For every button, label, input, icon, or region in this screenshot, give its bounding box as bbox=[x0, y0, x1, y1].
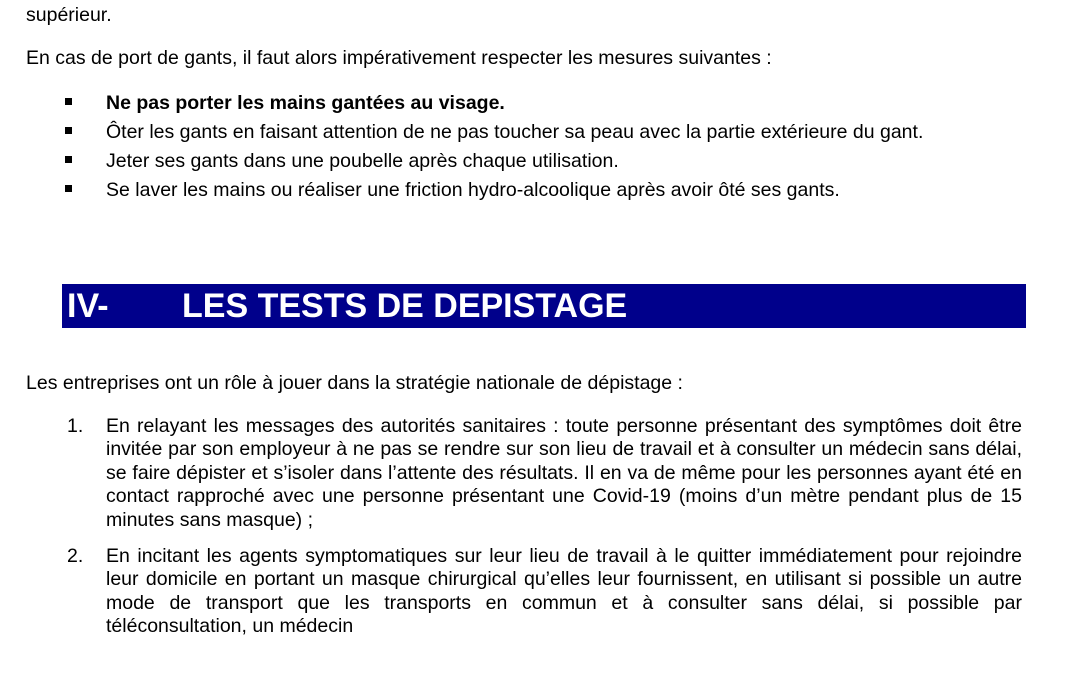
list-number: 2. bbox=[67, 545, 84, 568]
section-number: IV- bbox=[67, 287, 109, 325]
tests-intro-paragraph: Les entreprises ont un rôle à jouer dans la stratégie nationale de dépistage : bbox=[26, 372, 683, 394]
numbered-item-text: En incitant les agents symptomatiques sur leur lieu de travail à le quitter immédiatement pour rejoindre leur domicile en portant un masque chirurgical qu’elles leur fournissent, en utilisant si possible un autre mode de transport que les transports en commun et à consulter sans délai, si possible par téléconsultation, un médecin bbox=[106, 545, 1022, 638]
tests-numbered-list bbox=[0, 415, 1080, 652]
section-heading-bar bbox=[62, 284, 1026, 328]
numbered-list-item bbox=[0, 415, 1080, 532]
list-item bbox=[0, 176, 1080, 205]
list-item-text: Ne pas porter les mains gantées au visage. bbox=[106, 92, 505, 114]
square-bullet-icon bbox=[65, 127, 72, 134]
gloves-measures-list bbox=[0, 89, 1080, 205]
list-item-text: Se laver les mains ou réaliser une friction hydro-alcoolique après avoir ôté ses gants. bbox=[106, 179, 840, 201]
list-item-text: Ôter les gants en faisant attention de ne pas toucher sa peau avec la partie extérieure du gant. bbox=[106, 121, 924, 143]
numbered-item-text: En relayant les messages des autorités sanitaires : toute personne présentant des symptômes doit être invitée par son employeur à ne pas se rendre sur son lieu de travail et à consulter un médecin sans délai, se faire dépister et s’isoler dans l’attente des résultats. Il en va de même pour les personnes ayant été en contact rapproché avec une personne présentant une Covid-19 (moins d’un mètre pendant plus de 15 minutes sans masque) ; bbox=[106, 415, 1022, 531]
gloves-intro-paragraph: En cas de port de gants, il faut alors impérativement respecter les mesures suivantes : bbox=[26, 47, 772, 69]
square-bullet-icon bbox=[65, 185, 72, 192]
list-item bbox=[0, 147, 1080, 176]
square-bullet-icon bbox=[65, 98, 72, 105]
list-number: 1. bbox=[67, 415, 84, 437]
paragraph-fragment: supérieur. bbox=[26, 4, 112, 26]
list-item bbox=[0, 89, 1080, 118]
list-item-text: Jeter ses gants dans une poubelle après chaque utilisation. bbox=[106, 150, 619, 172]
numbered-list-item bbox=[0, 545, 1080, 639]
section-title: LES TESTS DE DEPISTAGE bbox=[182, 287, 628, 325]
list-item bbox=[0, 118, 1080, 147]
square-bullet-icon bbox=[65, 156, 72, 163]
